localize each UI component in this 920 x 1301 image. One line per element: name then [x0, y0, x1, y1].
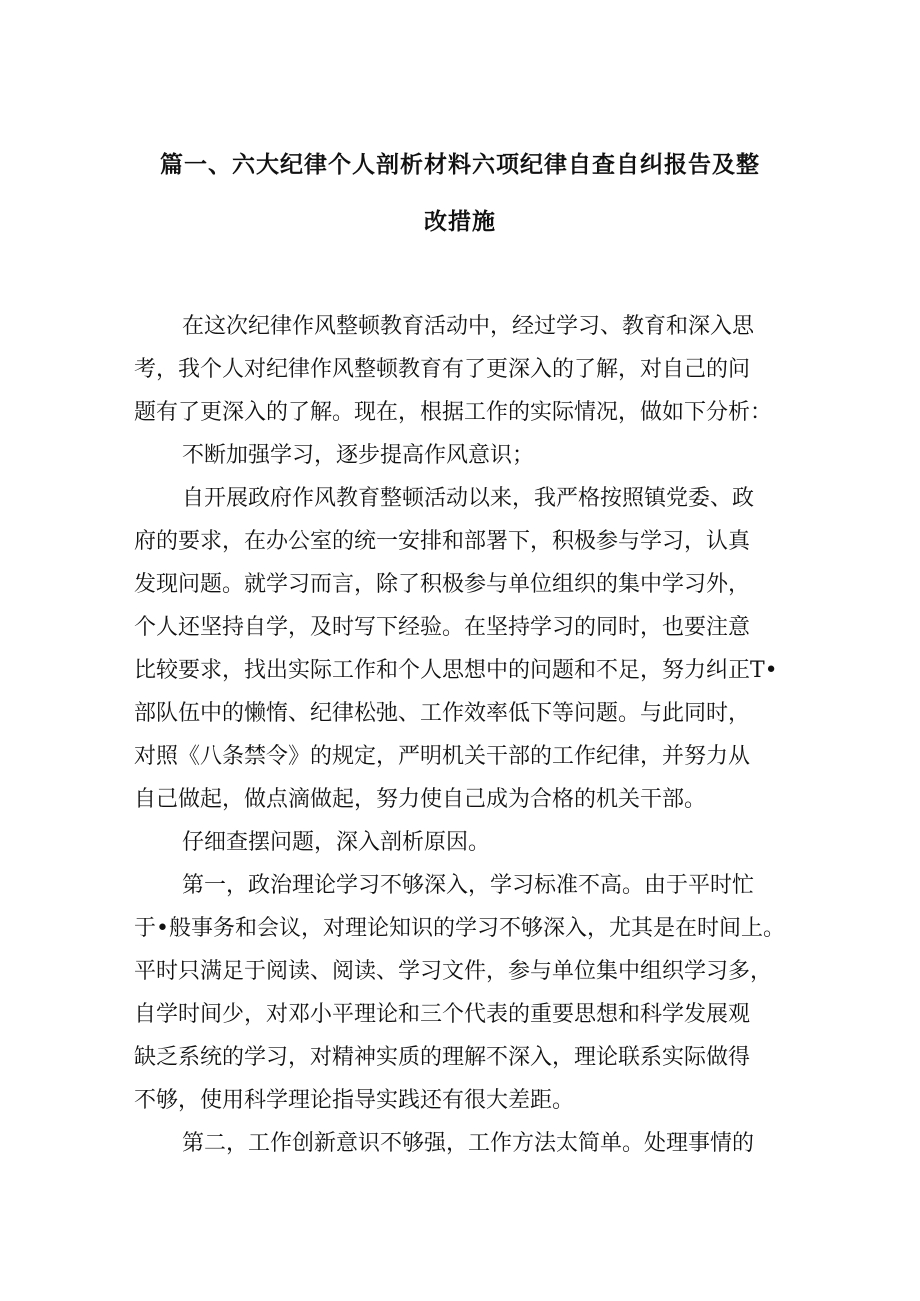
paragraph-line: 第二，工作创新意识不够强，工作方法太简单。处理事情的 [182, 1131, 755, 1156]
paragraph-line: 平时只满足于阅读、阅读、学习文件，参与单位集中组织学习多， [134, 959, 773, 984]
paragraph-line: 自开展政府作风教育整顿活动以来，我严格按照镇党委、政 [182, 486, 755, 511]
paragraph-line: 比较要求，找出实际工作和个人思想中的问题和不足，努力纠正T• [134, 658, 778, 683]
paragraph-line: 部队伍中的懒惰、纪律松弛、工作效率低下等问题。与此同时， [134, 701, 751, 726]
paragraph-line: 自学时间少，对邓小平理论和三个代表的重要思想和科学发展观 [134, 1002, 751, 1027]
section-heading-line: 不断加强学习，逐步提高作风意识； [182, 443, 535, 468]
paragraph-line: 题有了更深入的了解。现在，根据工作的实际情况，做如下分析： [134, 400, 773, 425]
paragraph-line: 自己做起，做点滴做起，努力使自己成为合格的机关干部。 [134, 787, 707, 812]
paragraph-line: 在这次纪律作风整顿教育活动中，经过学习、教育和深入思 [182, 314, 755, 339]
title-line-2: 改措施 [424, 209, 496, 235]
paragraph-line: 考，我个人对纪律作风整顿教育有了更深入的了解，对自己的问 [134, 357, 751, 382]
title-line-1: 篇一、六大纪律个人剖析材料六项纪律自查自纠报告及整 [160, 152, 760, 178]
section-heading-line: 仔细查摆问题，深入剖析原因。 [182, 830, 491, 855]
paragraph-line: 对照《八条禁令》的规定，严明机关干部的工作纪律，并努力从 [134, 744, 751, 769]
paragraph-line: 个人还坚持自学，及时写下经验。在坚持学习的同时，也要注意 [134, 615, 751, 640]
paragraph-line: 第一，政治理论学习不够深入，学习标准不高。由于平时忙 [182, 873, 755, 898]
paragraph-line: 于•般事务和会议，对理论知识的学习不够深入，尤其是在时间上。 [134, 916, 785, 941]
paragraph-line: 发现问题。就学习而言，除了积极参与单位组织的集中学习外， [134, 572, 751, 597]
paragraph-line: 府的要求，在办公室的统一安排和部署下，积极参与学习，认真 [134, 529, 751, 554]
paragraph-line: 缺乏系统的学习，对精神实质的理解不深入，理论联系实际做得 [134, 1045, 751, 1070]
paragraph-line: 不够，使用科学理论指导实践还有很大差距。 [134, 1088, 575, 1113]
